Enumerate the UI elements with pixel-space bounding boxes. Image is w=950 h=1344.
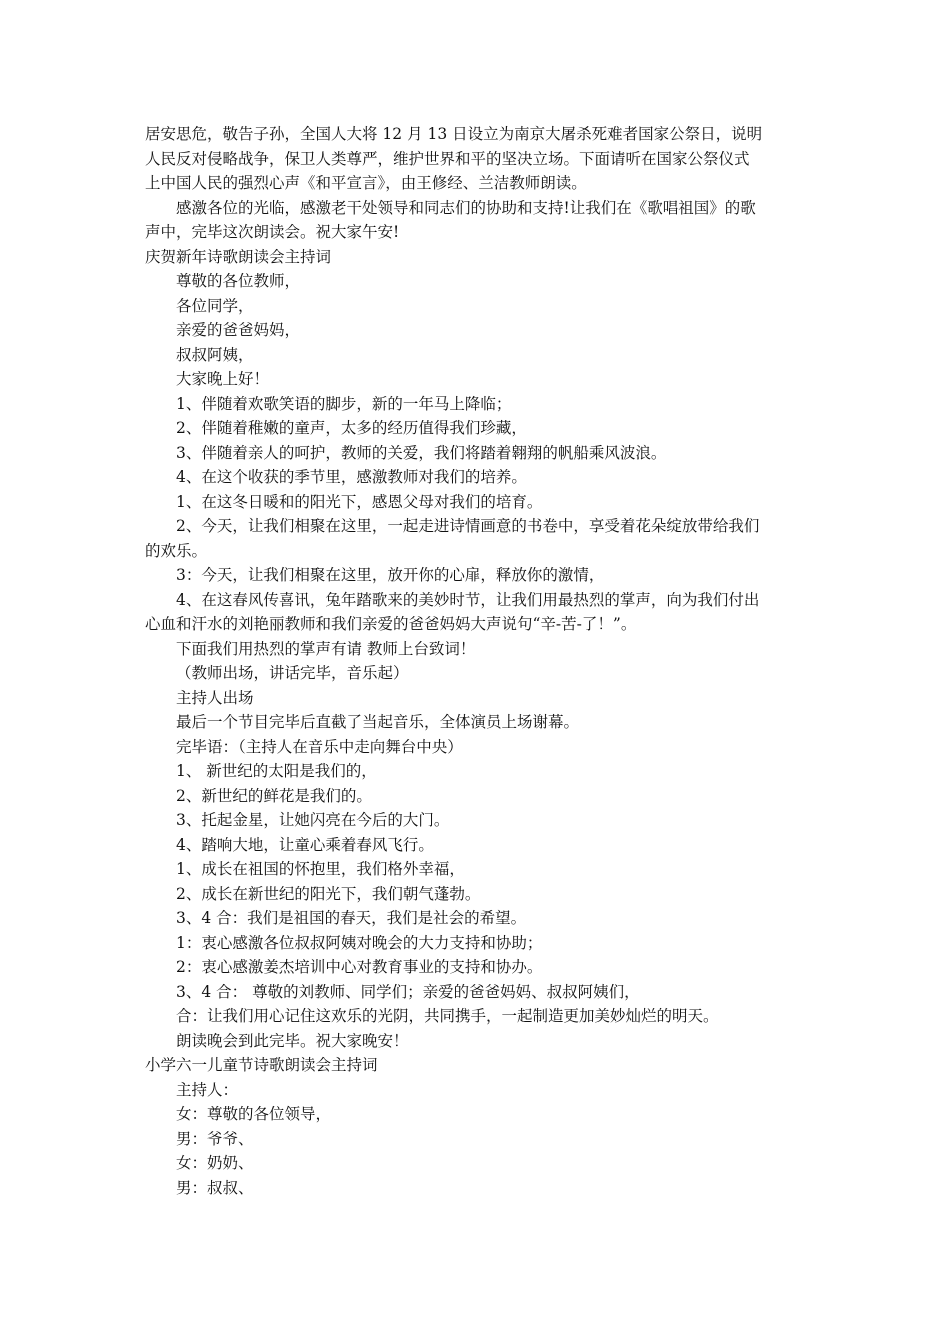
- text-line: 2、成长在新世纪的阳光下，我们朝气蓬勃。: [176, 884, 481, 903]
- text-line: 2、今天，让我们相聚在这里，一起走进诗情画意的书卷中，享受着花朵绽放带给我们: [176, 517, 760, 535]
- text-line: 1、 新世纪的太阳是我们的，: [176, 762, 377, 780]
- text-line: 各位同学，: [176, 296, 254, 315]
- text-line: 男：叔叔、: [176, 1178, 254, 1197]
- text-line: 2：衷心感激姜杰培训中心对教育事业的支持和协办。: [176, 958, 543, 976]
- text-line: 完毕语：（主持人在音乐中走向舞台中央）: [176, 737, 463, 756]
- text-line: 2、伴随着稚嫩的童声，太多的经历值得我们珍藏，: [176, 419, 527, 437]
- text-line: 庆贺新年诗歌朗读会主持词: [145, 247, 332, 266]
- text-line: 小学六一儿童节诗歌朗读会主持词: [145, 1056, 378, 1074]
- text-line: 大家晚上好！: [176, 370, 270, 388]
- document-page: [145, 122, 813, 1200]
- text-line: 男：爷爷、: [176, 1129, 254, 1148]
- text-line: 3、4 合： 尊敬的刘教师、同学们；亲爱的爸爸妈妈、叔叔阿姨们，: [176, 982, 640, 1001]
- text-line: 4、在这个收获的季节里，感激教师对我们的培养。: [176, 468, 527, 486]
- text-line: 最后一个节目完毕后直截了当起音乐，全体演员上场谢幕。: [176, 713, 580, 731]
- text-line: 3、伴随着亲人的呵护，教师的关爱，我们将踏着翱翔的帆船乘风波浪。: [176, 443, 667, 462]
- text-line: 2、新世纪的鲜花是我们的。: [176, 786, 372, 805]
- text-line: 心血和汗水的刘艳丽教师和我们亲爱的爸爸妈妈大声说句“辛-苦-了！”。: [145, 615, 637, 633]
- text-line: 3：今天，让我们相聚在这里，放开你的心扉，释放你的激情，: [176, 566, 605, 584]
- text-line: 朗读晚会到此完毕。祝大家晚安！: [176, 1031, 409, 1050]
- text-line: 4、在这春风传喜讯，兔年踏歌来的美妙时节，让我们用最热烈的掌声，向为我们付出: [176, 590, 760, 609]
- text-line: 1、成长在祖国的怀抱里，我们格外幸福，: [176, 860, 465, 878]
- text-line: 主持人：: [176, 1080, 239, 1099]
- text-line: 上中国人民的强烈心声《和平宣言》，由王修经、兰洁教师朗读。: [145, 174, 587, 192]
- text-line: 4、踏响大地，让童心乘着春风飞行。: [176, 835, 434, 854]
- text-line: （教师出场，讲话完毕，音乐起）: [176, 664, 409, 682]
- text-line: 人民反对侵略战争，保卫人类尊严，维护世界和平的坚决立场。下面请听在国家公祭仪式: [145, 149, 750, 168]
- text-line: 感激各位的光临，感激老干处领导和同志们的协助和支持!让我们在《歌唱祖国》的歌: [176, 198, 756, 217]
- text-line: 3、托起金星，让她闪亮在今后的大门。: [176, 811, 450, 829]
- text-line: 1、伴随着欢歌笑语的脚步，新的一年马上降临；: [176, 394, 512, 413]
- text-line: 叔叔阿姨，: [176, 345, 254, 364]
- text-line: 居安思危，敬告子孙，全国人大将 12 月 13 日设立为南京大屠杀死难者国家公祭日，说明: [145, 125, 763, 143]
- text-line: 下面我们用热烈的掌声有请 教师上台致词！: [176, 639, 476, 658]
- text-line: 的欢乐。: [145, 541, 208, 560]
- text-line: 3、4 合：我们是祖国的春天，我们是社会的希望。: [176, 909, 527, 927]
- text-line: 合：让我们用心记住这欢乐的光阴，共同携手，一起制造更加美妙灿烂的明天。: [176, 1007, 719, 1025]
- text-line: 1：衷心感激各位叔叔阿姨对晚会的大力支持和协助；: [176, 933, 543, 952]
- text-line: 声中，完毕这次朗读会。祝大家午安!: [145, 223, 400, 241]
- text-line: 女：尊敬的各位领导，: [176, 1105, 332, 1123]
- text-line: 1、在这冬日暖和的阳光下，感恩父母对我们的培育。: [176, 492, 543, 511]
- text-line: 尊敬的各位教师，: [176, 272, 301, 290]
- text-line: 主持人出场: [176, 688, 254, 707]
- text-line: 亲爱的爸爸妈妈，: [176, 321, 301, 339]
- text-line: 女：奶奶、: [176, 1154, 254, 1172]
